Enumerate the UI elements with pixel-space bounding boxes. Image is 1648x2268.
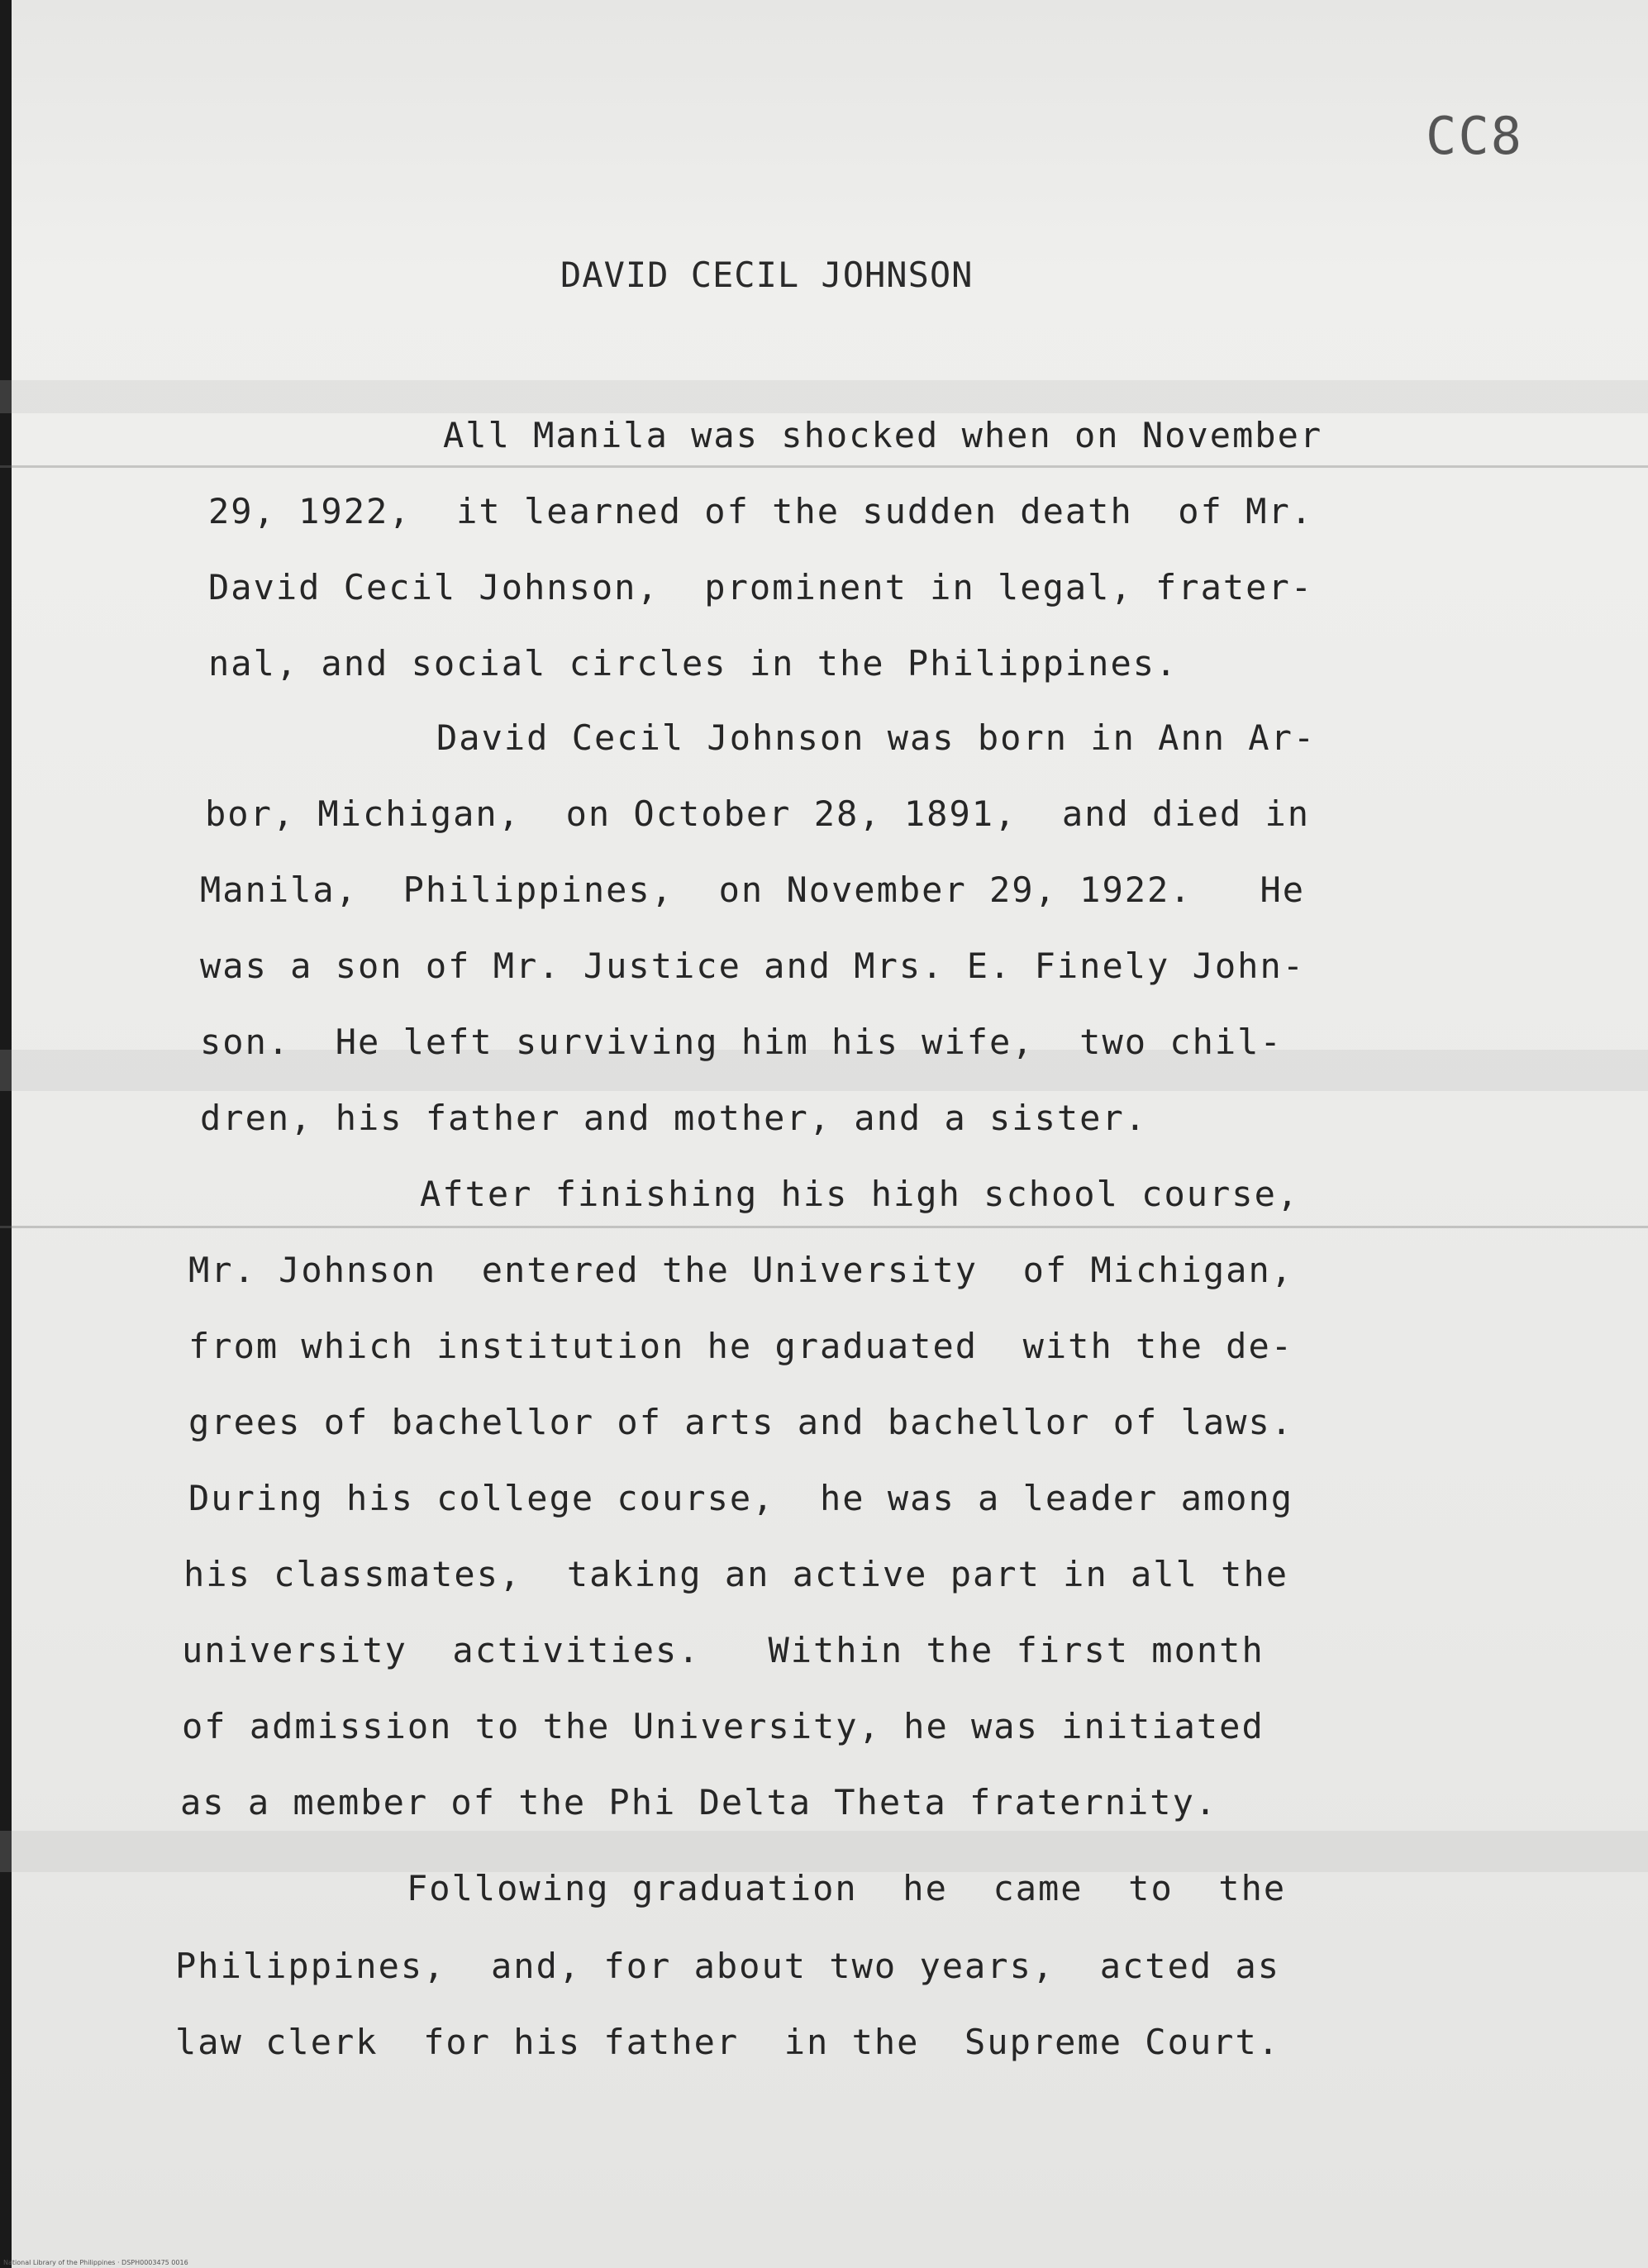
- paragraph-3-line-4: grees of bachellor of arts and bachellor of laws.: [188, 1402, 1294, 1442]
- paragraph-3-line-9: as a member of the Phi Delta Theta fraternity.: [180, 1782, 1218, 1822]
- paragraph-2-line-5: son. He left surviving him his wife, two chil-: [200, 1022, 1283, 1062]
- paragraph-3-line-1: After finishing his high school course,: [420, 1174, 1300, 1214]
- paragraph-2-line-3: Manila, Philippines, on November 29, 1922. He: [200, 870, 1306, 910]
- document-title: DAVID CECIL JOHNSON: [560, 255, 974, 295]
- scan-line: [0, 1226, 1648, 1228]
- archive-footer: National Library of the Philippines · DSPH0003475 0016: [3, 2259, 188, 2266]
- paragraph-2-line-2: bor, Michigan, on October 28, 1891, and died in: [205, 793, 1311, 834]
- paragraph-2-line-6: dren, his father and mother, and a sister.: [200, 1098, 1148, 1138]
- paragraph-4-line-1: Following graduation he came to the: [407, 1868, 1287, 1908]
- paragraph-3-line-6: his classmates, taking an active part in all the: [183, 1554, 1289, 1594]
- paragraph-2-line-4: was a son of Mr. Justice and Mrs. E. Finely John-: [200, 946, 1306, 986]
- paragraph-1-line-1: All Manila was shocked when on November: [443, 415, 1323, 455]
- page-number: CC8: [1426, 106, 1523, 166]
- paragraph-1-line-3: David Cecil Johnson, prominent in legal, frater-: [208, 567, 1314, 608]
- paragraph-3-line-8: of admission to the University, he was initiated: [182, 1706, 1265, 1746]
- paragraph-3-line-2: Mr. Johnson entered the University of Michigan,: [188, 1250, 1294, 1290]
- paragraph-2-line-1: David Cecil Johnson was born in Ann Ar-: [436, 717, 1317, 758]
- paragraph-3-line-3: from which institution he graduated with the de-: [188, 1326, 1294, 1366]
- paragraph-1-line-2: 29, 1922, it learned of the sudden death of Mr.: [208, 491, 1314, 531]
- paragraph-3-line-7: university activities. Within the first month: [182, 1630, 1265, 1670]
- scan-line: [0, 465, 1648, 468]
- paragraph-4-line-3: law clerk for his father in the Supreme Court.: [175, 2022, 1281, 2062]
- paragraph-4-line-2: Philippines, and, for about two years, acted as: [175, 1946, 1281, 1986]
- paragraph-1-line-4: nal, and social circles in the Philippines.: [208, 643, 1179, 684]
- scan-left-edge: [0, 0, 12, 2268]
- scan-band: [0, 1831, 1648, 1872]
- scan-band: [0, 380, 1648, 413]
- paragraph-3-line-5: During his college course, he was a leader among: [188, 1478, 1294, 1518]
